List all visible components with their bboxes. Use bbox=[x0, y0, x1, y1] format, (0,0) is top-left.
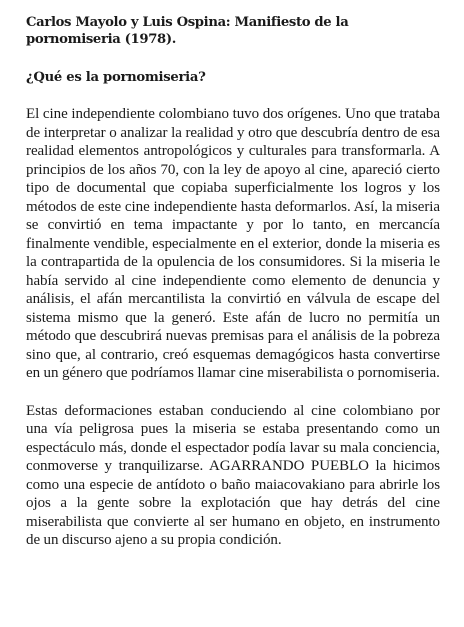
paragraph-2: Estas deformaciones estaban conduciendo al cine colombiano por una vía peligrosa pues la miseria se estaba presentando como un espectáculo más, donde el espectador podía lavar su mala conciencia, conmoverse y tranquilizarse. AGARRANDO PUEBLO la hicimos como una especie de antídoto o baño maiacovakiano para abrirle los ojos a la gente sobre la explotación que hay detrás del cine miserabilista que convierte al ser humano en objeto, en instrumento de un discurso ajeno a su propia condición. bbox=[26, 402, 440, 548]
section-heading: ¿Qué es la pornomiseria? bbox=[26, 70, 206, 85]
document-page bbox=[26, 14, 440, 550]
document-title: Carlos Mayolo y Luis Ospina: Manifiesto de la pornomiseria (1978). bbox=[26, 15, 349, 47]
paragraph-1: El cine independiente colombiano tuvo dos orígenes. Uno que trataba de interpretar o analizar la realidad y otro que descubría dentro de esa realidad elementos antropológicos y culturales para transformarla. A principios de los años 70, con la ley de apoyo al cine, apareció cierto tipo de documental que copiaba superficialmente los logros y los métodos de este cine independiente hasta deformarlos. Así, la miseria se convirtió en tema impactante y por lo tanto, en mercancía finalmente vendible, especialmente en el exterior, donde la miseria es la contrapartida de la opulencia de los consumidores. Si la miseria le había servido al cine independiente como elemento de denuncia y análisis, el afán mercantilista la convirtió en válvula de escape del sistema mismo que la generó. Este afán de lucro no permitía un método que descubrirá nuevas premisas para el análisis de la pobreza sino que, al contrario, creó esquemas demagógicos hasta convertirse en un género que podríamos llamar cine miserabilista o pornomiseria. bbox=[26, 106, 440, 381]
